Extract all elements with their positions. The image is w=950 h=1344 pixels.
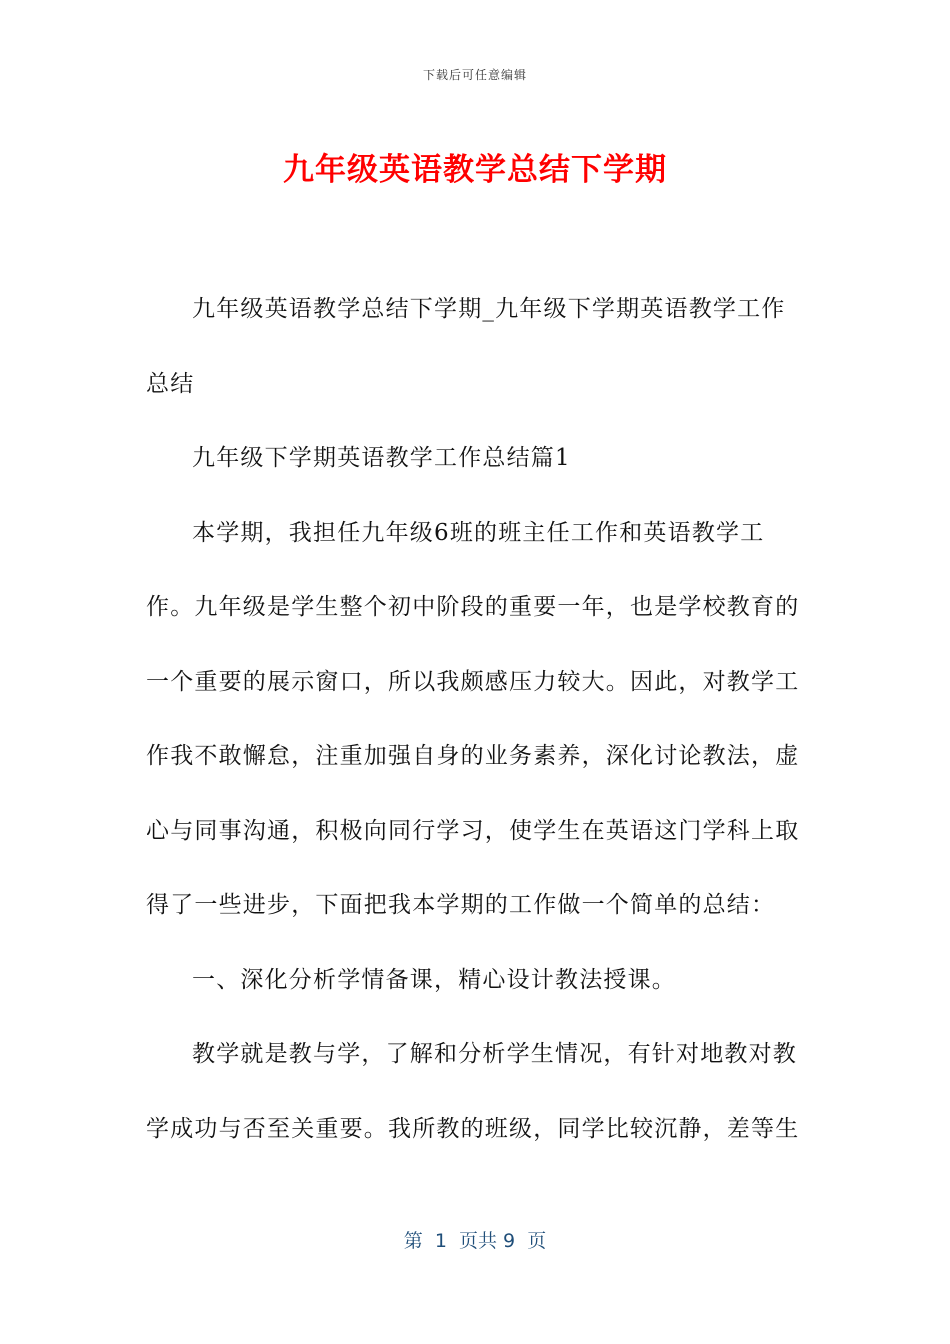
paragraph: 教学就是教与学，了解和分析学生情况，有针对地教对教学成功与否至关重要。我所教的班级，同学比较沉静，差等生 (146, 1041, 800, 1142)
page-number-footer: 第 1 页共 9 页 (403, 1230, 547, 1252)
paragraph: 九年级英语教学总结下学期_九年级下学期英语教学工作总结 (146, 296, 786, 397)
paragraph: 一、深化分析学情备课，精心设计教法授课。 (192, 966, 676, 993)
document-title: 九年级英语教学总结下学期 (283, 152, 667, 188)
document-body (146, 272, 806, 1166)
paragraph: 九年级下学期英语教学工作总结篇1 (192, 445, 571, 471)
paragraph: 本学期，我担任九年级6班的班主任工作和英语教学工作。九年级是学生整个初中阶段的重要一年，也是学校教育的一个重要的展示窗口，所以我颇感压力较大。因此，对教学工作我不敢懈怠，注重加强自身的业务素养，深化讨论教法，虚心与同事沟通，积极向同行学习，使学生在英语这门学科上取得了一些进步，下面把我本学期的工作做一个简单的总结： (146, 519, 800, 918)
header-note: 下载后可任意编辑 (422, 68, 527, 82)
